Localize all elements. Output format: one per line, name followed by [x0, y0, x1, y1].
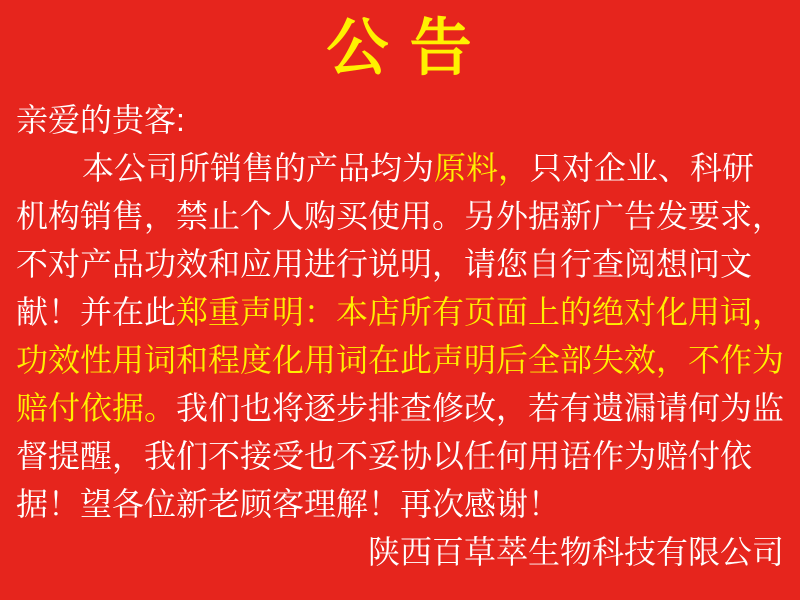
text-segment: 只对企业、科研 [530, 150, 755, 186]
text-segment: 我们也将逐步排查修改，若有遗漏请何为监 [176, 390, 785, 426]
highlight-segment: 赔付依据。 [16, 390, 177, 426]
highlight-segment: 郑重声明：本店所有页面上的绝对化用词， [176, 294, 785, 330]
body-line [16, 288, 784, 336]
text-segment: 不对产品功效和应用进行说明，请您自行查阅想问文 [16, 246, 753, 282]
text-segment: 机构销售，禁止个人购买使用。另外据新广告发要求， [16, 198, 785, 234]
company-signature: 陕西百草萃生物科技有限公司 [367, 534, 784, 570]
body-line [16, 384, 784, 432]
text-segment: 督提醒，我们不接受也不妥协以任何用语作为赔付依 [16, 438, 753, 474]
salutation-line [16, 96, 784, 144]
highlight-segment: 原料， [434, 150, 531, 186]
body-line [16, 144, 784, 192]
body-line [16, 480, 784, 528]
announcement-title: 公 告 [326, 14, 474, 83]
text-segment: 本公司所销售的产品均为 [82, 150, 435, 186]
body-line [16, 336, 784, 384]
text-segment: 献！并在此 [16, 294, 177, 330]
body-line [16, 192, 784, 240]
salutation: 亲爱的贵客: [16, 102, 185, 138]
announcement-body [0, 96, 800, 576]
text-segment: 据！望各位新老顾客理解！再次感谢！ [16, 486, 561, 522]
highlight-segment: 功效性用词和程度化用词在此声明后全部失效，不作为 [16, 342, 785, 378]
body-line [16, 240, 784, 288]
body-line [16, 432, 784, 480]
